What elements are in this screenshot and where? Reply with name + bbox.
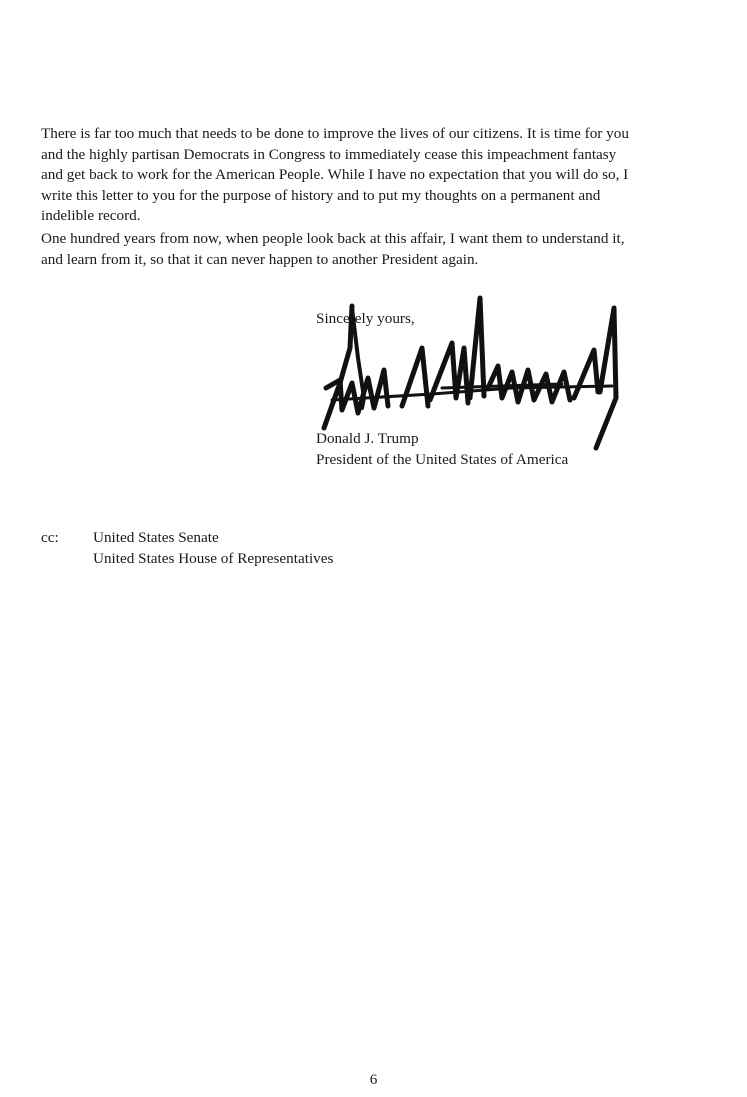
cc-label: cc: <box>41 529 59 546</box>
signer-title: President of the United States of America <box>316 450 569 468</box>
body-line: One hundred years from now, when people look back at this affair, I want them to understand it, <box>41 230 625 247</box>
closing-salutation: Sincerely yours, <box>316 310 415 327</box>
cc-recipient: United States House of Representatives <box>93 549 334 567</box>
body-line: There is far too much that needs to be done to improve the lives of our citizens. It is time for you <box>41 125 629 142</box>
page-number: 6 <box>369 1071 378 1088</box>
body-line: and get back to work for the American People. While I have no expectation that you will do so, I <box>41 166 629 183</box>
cc-recipients <box>93 528 333 569</box>
body-line: indelible record. <box>41 207 141 224</box>
body-line: and learn from it, so that it can never happen to another President again. <box>41 250 479 268</box>
cc-recipient: United States Senate <box>93 529 219 546</box>
signer-name: Donald J. Trump <box>316 430 419 447</box>
signature-block <box>316 429 568 470</box>
body-paragraph-2 <box>41 229 721 270</box>
body-paragraph-1 <box>41 124 721 227</box>
body-line: write this letter to you for the purpose of history and to put my thoughts on a permanent and <box>41 186 601 204</box>
body-line: and the highly partisan Democrats in Congress to immediately cease this impeachment fantasy <box>41 145 617 163</box>
